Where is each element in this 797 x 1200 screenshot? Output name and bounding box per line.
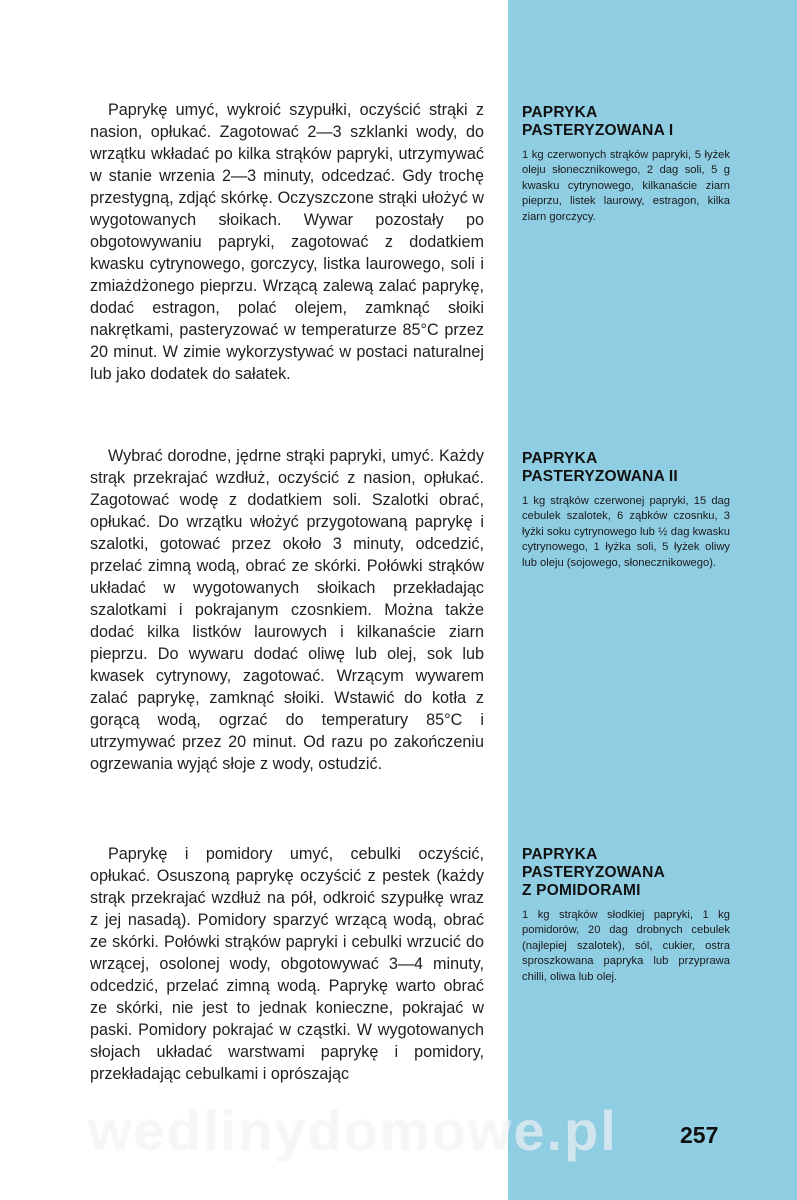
recipe-1-title xyxy=(522,104,730,140)
recipe-3-title-line-1: PAPRYKA xyxy=(522,846,598,863)
recipe-2-instructions: Wybrać dorodne, jędrne strąki papryki, umyć. Każdy strąk przekrajać wzdłuż, oczyścić z nasion, opłukać. Zagotować wodę z dodatkiem soli. Szalotki obrać, opłukać. Do wrzątku włożyć przygotowaną paprykę i szalotki, gotować przez około 3 minuty, odcedzić, przelać zimną wodą, obrać ze skórki. Połówki strąków układać w wygotowanych słoikach przekładając szalotkami i pokrajanym czosnkiem. Można także dodać kilka listków laurowych i kilkanaście ziarn pieprzu. Do wywaru dodać oliwę lub olej, sok lub kwasek cytrynowy, zagotować. Wrzącym wywarem zalać paprykę, zamknąć słoiki. Wstawić do kotła z gorącą wodą, ogrzać do temperatury 85°C i utrzymywać przez 20 minut. Od razu po zakończeniu ogrzewania wyjąć słoje z wody, ostudzić. xyxy=(90,447,484,773)
recipe-2-title-line-2: PASTERYZOWANA II xyxy=(522,468,678,485)
recipe-3-title-line-2: PASTERYZOWANA xyxy=(522,864,665,881)
recipe-1-sidebar-block xyxy=(522,104,730,225)
recipe-1-title-line-2: PASTERYZOWANA I xyxy=(522,122,674,139)
recipe-3-title xyxy=(522,846,730,900)
page-number: 257 xyxy=(680,1122,719,1148)
watermark: wedlinydomowe.pl xyxy=(88,1099,618,1162)
recipe-1-title-line-1: PAPRYKA xyxy=(522,104,598,121)
recipe-1-ingredients: 1 kg czerwonych strąków papryki, 5 łyżek oleju słonecznikowego, 2 dag soli, 5 g kwasku cytrynowego, kilkanaście ziarn pieprzu, listek laurowy, estragon, kilka ziarn gorczycy. xyxy=(522,149,730,223)
recipe-1-instructions: Paprykę umyć, wykroić szypułki, oczyścić strąki z nasion, opłukać. Zagotować 2—3 szklanki wody, do wrzątku wkładać po kilka strąków papryki, utrzymywać w stanie wrzenia 2—3 minuty, odcedzać. Gdy trochę przestygną, zdjąć skórkę. Oczyszczone strąki ułożyć w wygotowanych słoikach. Wywar pozostały po obgotowywaniu papryki, zagotować z dodatkiem kwasku cytrynowego, gorczycy, listka laurowego, soli i zmiażdżonego pieprzu. Wrzącą zalewą zalać paprykę, dodać estragon, polać olejem, zamknąć słoiki nakrętkami, pasteryzować w temperaturze 85°C przez 20 minut. W zimie wykorzystywać w postaci naturalnej lub jako dodatek do sałatek. xyxy=(90,101,484,383)
recipe-2-title xyxy=(522,450,730,486)
recipe-3-title-line-3: Z POMIDORAMI xyxy=(522,882,641,899)
recipe-3-ingredients: 1 kg strąków słodkiej papryki, 1 kg pomidorów, 20 dag drobnych cebulek (najlepiej szalotek), sól, cukier, ostra sproszkowana papryka lub przyprawa chilli, oliwa lub olej. xyxy=(522,909,730,983)
recipe-3-sidebar-block xyxy=(522,846,730,985)
recipe-2-ingredients: 1 kg strąków czerwonej papryki, 15 dag cebulek szalotek, 6 ząbków czosnku, 3 łyżki soku cytrynowego lub ½ dag kwasku cytrynowego, 1 łyżka soli, 5 łyżek oliwy lub oleju (sojowego, słonecznikowego). xyxy=(522,495,730,569)
recipe-3-instructions: Paprykę i pomidory umyć, cebulki oczyścić, opłukać. Osuszoną paprykę oczyścić z pestek (każdy strąk przekrajać wzdłuż na pół, odkroić szypułkę wraz z jej nasadą). Pomidory sparzyć wrzącą wodą, obrać ze skórki. Połówki strąków papryki i cebulki wrzucić do wrzącej, osolonej wody, obgotowywać 3—4 minuty, odcedzić, przelać zimną wodą. Paprykę warto obrać ze skórki, nie jest to jednak konieczne, pokrajać w paski. Pomidory pokrajać w cząstki. W wygotowanych słojach układać warstwami paprykę i pomidory, przekładając cebulkami i oprószając xyxy=(90,845,484,1083)
recipe-2-title-line-1: PAPRYKA xyxy=(522,450,598,467)
recipe-2-sidebar-block xyxy=(522,450,730,571)
